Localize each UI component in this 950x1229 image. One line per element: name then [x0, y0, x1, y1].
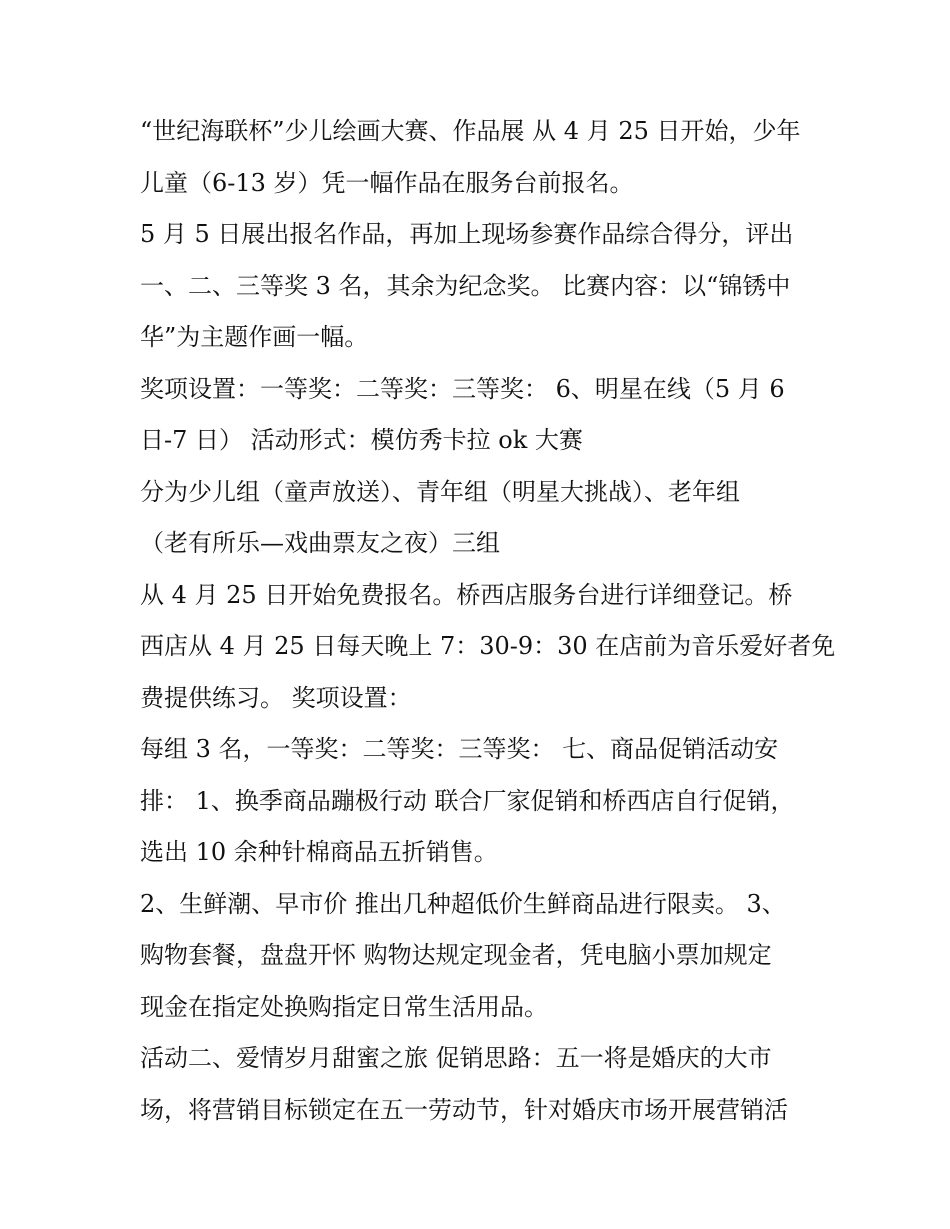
text-line-17: 购物套餐，盘盘开怀 购物达规定现金者，凭电脑小票加规定 — [140, 941, 772, 969]
document-body — [140, 106, 836, 1136]
text-line-11: 西店从 4 月 25 日每天晚上 7：30-9：30 在店前为音乐爱好者免 — [140, 632, 836, 660]
text-line-4: 一、二、三等奖 3 名，其余为纪念奖。 比赛内容：以“锦锈中 — [140, 271, 791, 300]
text-line-14: 排： 1、换季商品蹦极行动 联合厂家促销和桥西店自行促销， — [140, 786, 795, 815]
text-line-12: 费提供练习。 奖项设置： — [140, 683, 412, 712]
text-line-6: 奖项设置：一等奖：二等奖：三等奖： 6、明星在线（5 月 6 — [140, 374, 785, 403]
text-line-5: 华”为主题作画一幅。 — [140, 323, 369, 351]
text-line-2: 儿童（6-13 岁）凭一幅作品在服务台前报名。 — [140, 168, 634, 197]
text-line-3: 5 月 5 日展出报名作品，再加上现场参赛作品综合得分，评出 — [140, 220, 794, 248]
text-line-10: 从 4 月 25 日开始免费报名。桥西店服务台进行详细登记。桥 — [140, 580, 793, 609]
text-line-19: 活动二、爱情岁月甜蜜之旅 促销思路：五一将是婚庆的大市 — [140, 1044, 772, 1072]
text-line-16: 2、生鲜潮、早市价 推出几种超低价生鲜商品进行限卖。 3、 — [140, 889, 786, 918]
text-line-8: 分为少儿组（童声放送）、青年组（明星大挑战）、老年组 — [140, 477, 740, 506]
text-line-1: “世纪海联杯”少儿绘画大赛、作品展 从 4 月 25 日开始，少年 — [140, 117, 801, 145]
text-line-9: （老有所乐—戏曲票友之夜）三组 — [140, 529, 500, 557]
text-line-15: 选出 10 余种针棉商品五折销售。 — [140, 838, 498, 866]
text-line-18: 现金在指定处换购指定日常生活用品。 — [140, 992, 548, 1021]
text-line-7: 日-7 日） 活动形式：模仿秀卡拉 ok 大赛 — [140, 426, 583, 454]
text-line-20: 场，将营销目标锁定在五一劳动节，针对婚庆市场开展营销活 — [140, 1095, 788, 1124]
text-line-13: 每组 3 名，一等奖：二等奖：三等奖： 七、商品促销活动安 — [140, 735, 779, 763]
